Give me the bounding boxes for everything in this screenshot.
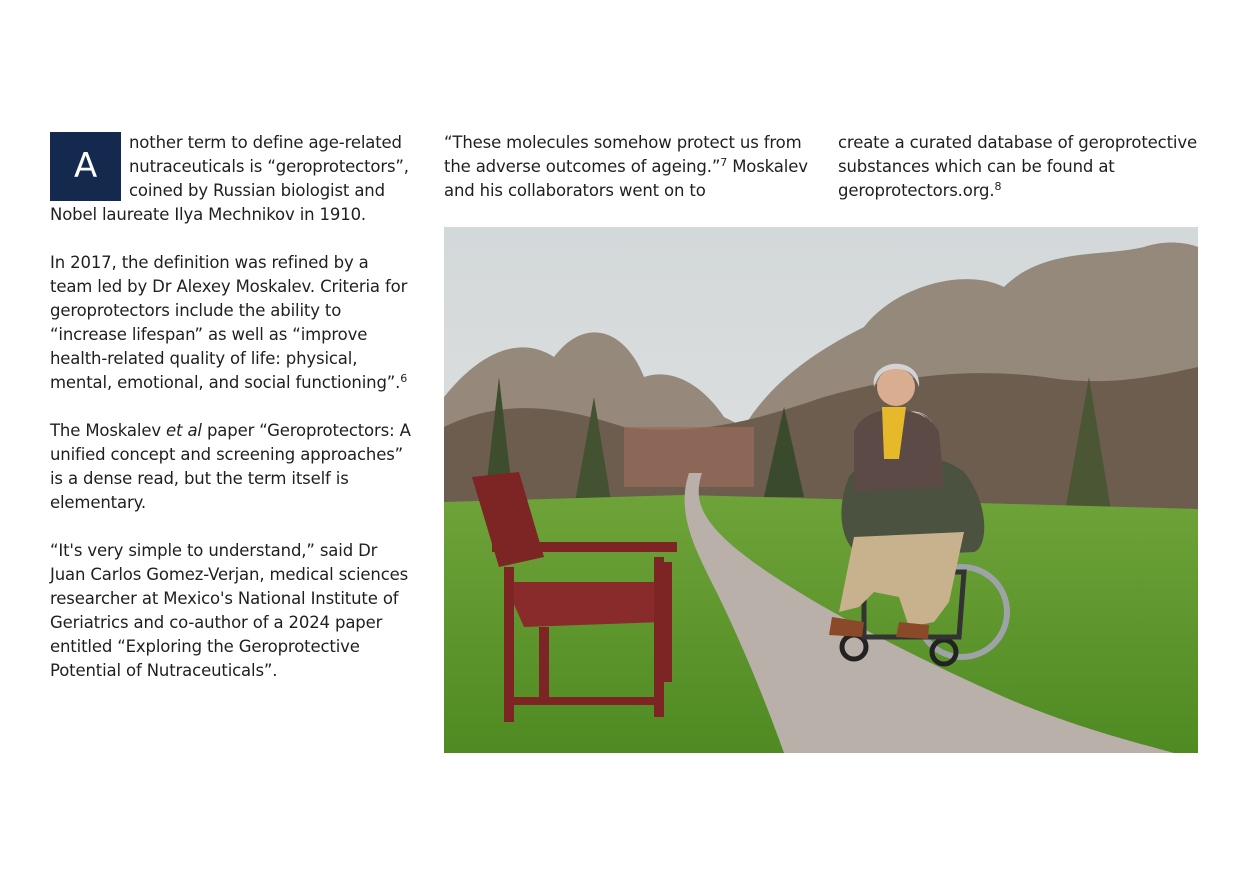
article-column-2 <box>444 131 814 227</box>
article-column-3 <box>838 131 1198 227</box>
reference-8: 8 <box>994 180 1002 193</box>
quote-paragraph: “It's very simple to understand,” said Dr Juan Carlos Gomez-Verjan, medical sciences researcher at Mexico's National Institute of Geriatrics and co-author of a 2024 paper entitled “Exploring the Geroprotective Potential of Nutraceuticals”. <box>50 541 409 680</box>
definition-paragraph: In 2017, the definition was refined by a team led by Dr Alexey Moskalev. Criteria for geroprotectors include the ability to “increase lifespan” as well as “improve health-related quality of life: physical, mental, emotional, and social functioning”.$^6$ <box>50 253 408 392</box>
continued-quote-paragraph: “These molecules somehow protect us from the adverse outcomes of ageing.”$^7$ Moskalev and his collaborators went on to <box>444 133 808 200</box>
reference-7: 7 <box>720 156 728 169</box>
reference-6: 6 <box>400 372 408 385</box>
intro-paragraph <box>50 131 412 227</box>
intro-text: nother term to define age-related nutraceuticals is “geroprotectors”, coined by Russian biologist and Nobel laureate Ilya Mechnikov in 1910. <box>50 133 409 224</box>
park-photo <box>444 227 1198 753</box>
article-column-1 <box>50 131 412 707</box>
paper-paragraph: The Moskalev et al paper “Geroprotectors: A unified concept and screening approaches” is a dense read, but the term itself is elementary. <box>50 421 411 512</box>
drop-cap: A <box>50 132 121 201</box>
database-paragraph: create a curated database of geroprotective substances which can be found at geroprotectors.org.$^8$ <box>838 133 1197 200</box>
